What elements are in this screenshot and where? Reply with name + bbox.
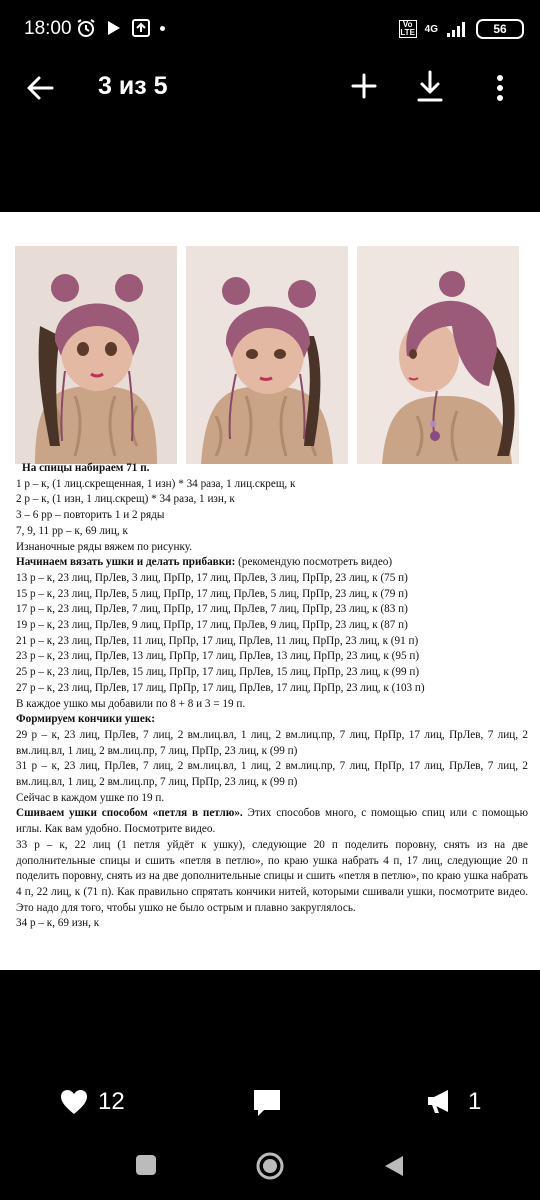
- pattern-line-heading: Сшиваем ушки способом «петля в петлю».: [16, 807, 243, 820]
- pattern-line: 21 р – к, 23 лиц, ПрЛев, 11 лиц, ПрПр, 17 лиц, ПрЛев, 11 лиц, ПрПр, 23 лиц, к (91 п): [16, 634, 419, 647]
- pattern-text: [16, 461, 528, 932]
- pattern-line: [16, 555, 528, 571]
- recents-icon[interactable]: [135, 1154, 157, 1176]
- photo-row: [15, 246, 519, 464]
- document-page[interactable]: [0, 212, 540, 970]
- dot-icon: [160, 26, 165, 31]
- pattern-line-heading: Начинаем вязать ушки и делать прибавки:: [16, 556, 236, 569]
- status-bar: [0, 0, 540, 58]
- plus-icon[interactable]: [348, 70, 380, 102]
- status-right: [399, 19, 524, 39]
- battery-level: 56: [493, 22, 507, 36]
- like-button[interactable]: [60, 1088, 125, 1116]
- pattern-line: 19 р – к, 23 лиц, ПрЛев, 9 лиц, ПрПр, 17 лиц, ПрЛев, 9 лиц, ПрПр, 23 лиц, к (87 п): [16, 619, 408, 632]
- share-count: 1: [468, 1088, 482, 1115]
- pattern-line: 31 р – к, 23 лиц, ПрЛев, 7 лиц, 2 вм.лиц.вл, 1 лиц, 2 вм.лиц.пр, 7 лиц, ПрПр, 17 лиц, ПрЛев, 7 лиц, 2 вм.лиц.вл, 1 лиц, 2 вм.лиц.пр, 7 лиц, ПрПр, 23 лиц, к (99 п): [16, 760, 528, 789]
- pattern-line: 34 р – к, 69 изн, к: [16, 917, 100, 930]
- pattern-line: 15 р – к, 23 лиц, ПрЛев, 5 лиц, ПрПр, 17 лиц, ПрЛев, 5 лиц, ПрПр, 23 лиц, к (79 п): [16, 587, 408, 600]
- home-icon[interactable]: [256, 1152, 284, 1180]
- pattern-line: 3 – 6 рр – повторить 1 и 2 ряды: [16, 509, 165, 522]
- comment-icon: [252, 1088, 282, 1118]
- pattern-line: 2 р – к, (1 изн, 1 лиц.скрещ) * 34 раза, 1 изн, к: [16, 493, 235, 506]
- viewer-toolbar: [0, 58, 540, 118]
- battery-indicator: [476, 19, 524, 39]
- like-count: 12: [98, 1088, 125, 1115]
- pattern-line: Формируем кончики ушек:: [16, 713, 155, 726]
- pattern-line: 33 р – к, 22 лиц (1 петля уйдёт к ушку), следующие 20 п поделить поровну, снять из на две дополнительные спицы и сшить «петля в петлю», по краю ушка набрать 4 п, 17 лиц, следующие 20 п поделить поровну, снять из на две дополнительные спицы и сшить «петля в петлю», по краю ушка набрать 4 п, 22 лиц, к (71 п). Как правильно спрятать кончики нитей, которыми сшивали ушки, посмотрите видео. Это надо для того, чтобы ушко не было острым и плавно закруглялось.: [16, 838, 528, 914]
- pattern-line: 7, 9, 11 рр – к, 69 лиц, к: [16, 524, 128, 537]
- pattern-line: [16, 806, 528, 837]
- doll-photo-profile: [357, 246, 519, 464]
- download-icon[interactable]: [414, 68, 446, 104]
- play-icon: [106, 19, 122, 37]
- upload-icon: [132, 19, 150, 37]
- network-label: 4G: [424, 23, 438, 35]
- back-nav-icon[interactable]: [383, 1154, 405, 1178]
- system-nav-bar: [0, 1140, 540, 1200]
- megaphone-icon: [426, 1089, 454, 1115]
- signal-icon: [446, 20, 468, 38]
- pattern-line: На спицы набираем 71 п.: [22, 462, 150, 474]
- pattern-line: 25 р – к, 23 лиц, ПрЛев, 15 лиц, ПрПр, 17 лиц, ПрЛев, 15 лиц, ПрПр, 23 лиц, к (99 п): [16, 666, 420, 679]
- doll-photo-front: [15, 246, 177, 464]
- comment-button[interactable]: [252, 1088, 282, 1122]
- post-actions: [0, 1078, 540, 1132]
- pattern-line: 23 р – к, 23 лиц, ПрЛев, 13 лиц, ПрПр, 17 лиц, ПрЛев, 13 лиц, ПрПр, 23 лиц, к (95 п): [16, 650, 420, 663]
- pattern-line: 29 р – к, 23 лиц, ПрЛев, 7 лиц, 2 вм.лиц.вл, 1 лиц, 2 вм.лиц.пр, 7 лиц, ПрПр, 17 лиц, ПрЛев, 7 лиц, 2 вм.лиц.вл, 1 лиц, 2 вм.лиц.пр, 7 лиц, ПрПр, 23 лиц, к (99 п): [16, 728, 528, 757]
- pattern-line: Изнаночные ряды вяжем по рисунку.: [16, 540, 192, 553]
- heart-icon: [60, 1089, 88, 1115]
- page-counter: 3 из 5: [98, 72, 168, 100]
- pattern-line-text: Этих способов много, с помощью спиц или с помощью иглы. Как вам удобно. Посмотрите видео.: [16, 807, 528, 836]
- pattern-line: Сейчас в каждом ушке по 19 п.: [16, 791, 165, 804]
- status-notification-icons: [76, 18, 165, 38]
- status-time: 18:00: [24, 18, 72, 39]
- pattern-line: В каждое ушко мы добавили по 8 + 8 и 3 = 19 п.: [16, 697, 246, 710]
- pattern-line: 13 р – к, 23 лиц, ПрЛев, 3 лиц, ПрПр, 17 лиц, ПрЛев, 3 лиц, ПрПр, 23 лиц, к (75 п): [16, 571, 408, 584]
- share-button[interactable]: [426, 1088, 481, 1116]
- pattern-line-text: (рекомендую посмотреть видео): [235, 556, 393, 569]
- pattern-line: 1 р – к, (1 лиц.скрещенная, 1 изн) * 34 раза, 1 лиц.скрещ, к: [16, 477, 296, 490]
- pattern-line: 17 р – к, 23 лиц, ПрЛев, 7 лиц, ПрПр, 17 лиц, ПрЛев, 7 лиц, ПрПр, 23 лиц, к (83 п): [16, 603, 408, 616]
- pattern-line: 27 р – к, 23 лиц, ПрЛев, 17 лиц, ПрПр, 17 лиц, ПрЛев, 17 лиц, ПрПр, 23 лиц, к (103 п): [16, 681, 425, 694]
- volte-label: Vo LTE: [400, 20, 415, 37]
- arrow-left-icon[interactable]: [22, 70, 58, 106]
- more-vertical-icon[interactable]: [490, 70, 510, 106]
- alarm-icon: [76, 18, 96, 38]
- doll-photo-angle: [186, 246, 348, 464]
